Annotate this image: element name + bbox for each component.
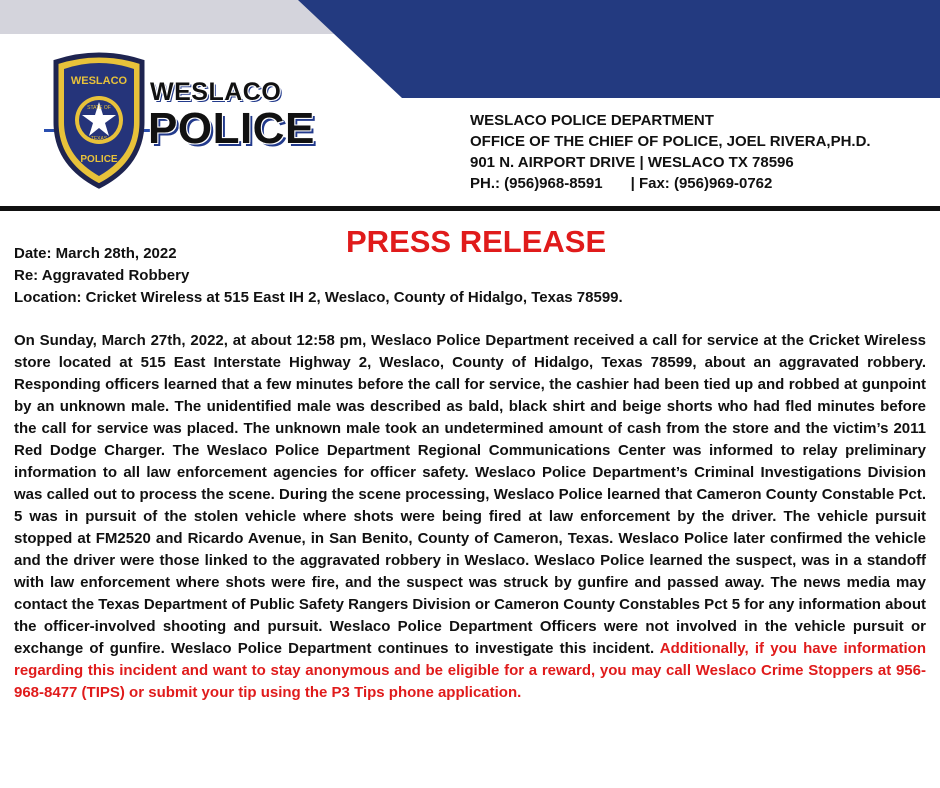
release-location: Location: Cricket Wireless at 515 East IH 2, Weslaco, County of Hidalgo, Texas 78599. bbox=[14, 289, 623, 306]
badge-bottom-text: POLICE bbox=[80, 154, 118, 165]
chief-office: OFFICE OF THE CHIEF OF POLICE, JOEL RIVERA,PH.D. bbox=[470, 133, 871, 150]
release-body-main: On Sunday, March 27th, 2022, at about 12:58 pm, Weslaco Police Department received a call for service at the Cricket Wireless store located at 515 East Interstate Highway 2, Weslaco, County of Hidalgo, Texas 78599, about an aggravated robbery. Responding officers learned that a few minutes before the call for service, the cashier had been tied up and robbed at gunpoint by an unknown male. The unidentified male was described as bald, black shirt and beige shorts who had fled minutes before the call for service was placed. The unknown male took an undetermined amount of cash from the store and the victim’s 2011 Red Dodge Charger. The Weslaco Police Department Regional Communications Center was informed to relay preliminary information to all law enforcement agencies for officer safety. Weslaco Police Department’s Criminal Investigations Division was called out to process the scene. During the scene processing, Weslaco Police learned that Cameron County Constable Pct. 5 was in pursuit of the stolen vehicle where shots were being fired at law enforcement by the driver. The vehicle pursuit stopped at FM2520 and Ricardo Avenue, in San Benito, County of Cameron, Texas. Weslaco Police later confirmed the vehicle and the driver were those linked to the aggravated robbery in Weslaco. Weslaco Police learned the suspect, was in a standoff with law enforcement where shots were fire, and the suspect was struck by gunfire and passed away. The news media may contact the Texas Department of Public Safety Rangers Division or Cameron County Constables Pct 5 for any information about the officer-involved shooting and pursuit. Weslaco Police Department Officers were not involved in the vehicle pursuit or exchange of gunfire. Weslaco Police Department continues to investigate this incident. bbox=[14, 332, 926, 657]
navy-banner-shape bbox=[298, 0, 940, 98]
logo-wordmark-weslaco: WESLACO bbox=[150, 78, 282, 106]
department-name: WESLACO POLICE DEPARTMENT bbox=[470, 112, 714, 129]
header-divider bbox=[0, 206, 940, 211]
fax-number: | Fax: (956)969-0762 bbox=[630, 175, 773, 192]
phone-number: PH.: (956)968-8591 bbox=[470, 175, 603, 192]
logo-wordmark-police: POLICE bbox=[148, 104, 315, 153]
badge-top-text: WESLACO bbox=[70, 75, 128, 87]
crime-stoppers-notice: Additionally, if you have information regarding this incident and want to stay anonymous and be eligible for a reward, you may call Weslaco Crime Stoppers at 956-968-8477 (TIPS) or submit your tip using the P3 Tips phone application. bbox=[14, 640, 926, 701]
badge-inner-top-text: STATE OF bbox=[87, 105, 111, 111]
badge-inner-bottom-text: TEXAS bbox=[90, 136, 108, 142]
release-subject: Re: Aggravated Robbery bbox=[14, 267, 190, 284]
page-title: PRESS RELEASE bbox=[346, 224, 607, 259]
release-body bbox=[14, 330, 926, 704]
police-badge-icon bbox=[44, 52, 154, 192]
release-meta bbox=[14, 243, 623, 309]
gray-banner-shape bbox=[0, 0, 350, 34]
release-date: Date: March 28th, 2022 bbox=[14, 245, 177, 262]
department-contact-block bbox=[470, 110, 871, 194]
phone-fax-line bbox=[470, 173, 871, 194]
department-address: 901 N. AIRPORT DRIVE | WESLACO TX 78596 bbox=[470, 154, 794, 171]
